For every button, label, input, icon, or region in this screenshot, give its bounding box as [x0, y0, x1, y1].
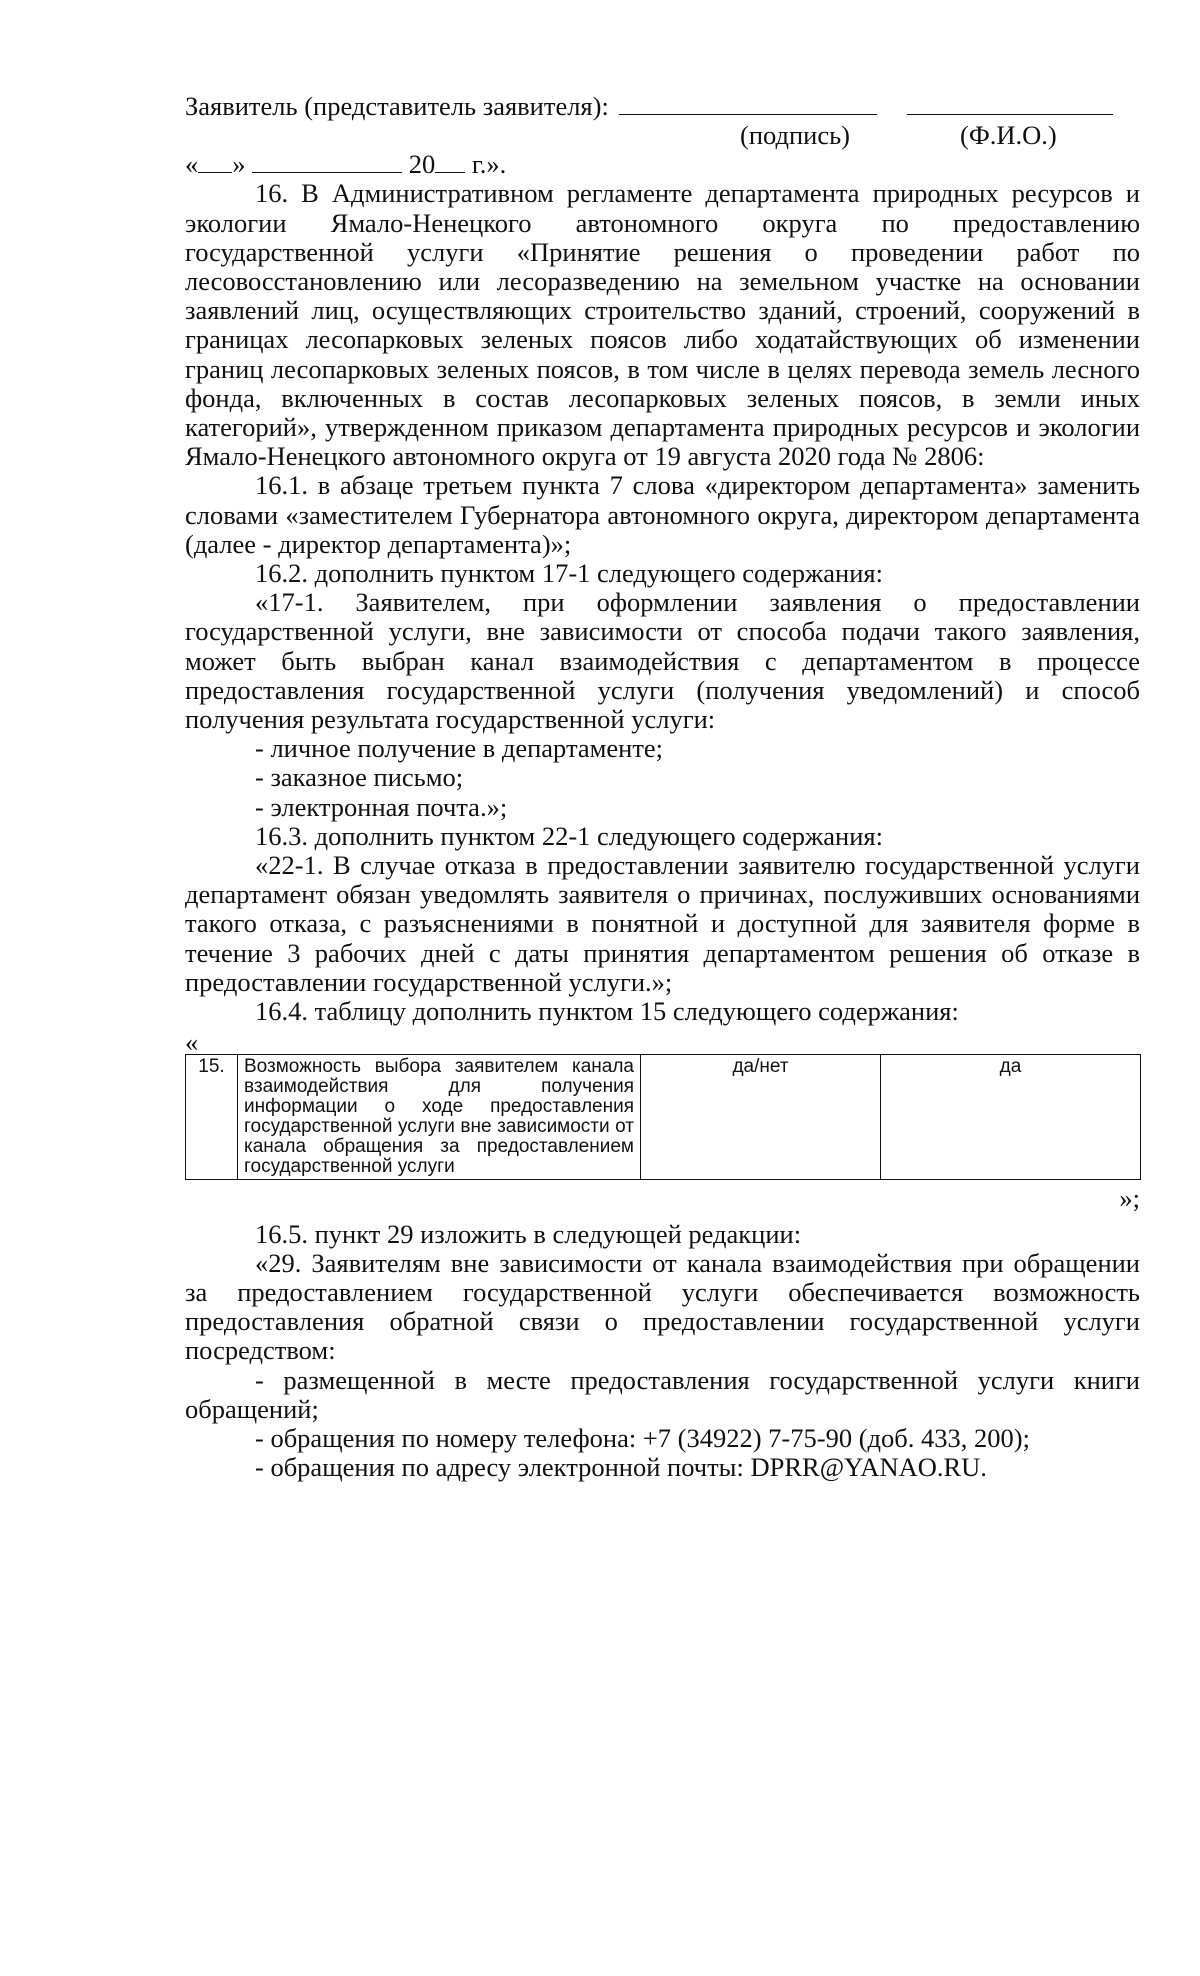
date-line: « » 20 г.».: [185, 149, 507, 180]
list-item: - личное получение в департаменте;: [255, 733, 664, 764]
document-page: [185, 92, 1140, 1482]
table-cell-options: да/нет: [641, 1055, 881, 1180]
signature-label: Заявитель (представитель заявителя):: [185, 91, 609, 121]
paragraph-22-1: «22-1. В случае отказа в предоставлении заявителю государственной услуги департамент обязан уведомлять заявителя о причинах, послуживших основаниями такого отказа, с разъяснениями в понятной и доступной для заявителя форме в течение 3 рабочих дней с даты принятия департаментом решения об отказе в предоставлении государственной услуги.»;: [185, 850, 1140, 997]
paragraph-16-5: 16.5. пункт 29 изложить в следующей редакции:: [255, 1218, 802, 1249]
fio-caption: (Ф.И.О.): [960, 120, 1057, 151]
paragraph-29: «29. Заявителям вне зависимости от канала взаимодействия при обращении за предоставлением государственной услуги обеспечивается возможность предоставления обратной связи о предоставлении государственной услуги посредством:: [185, 1247, 1140, 1366]
signature-captions: [185, 121, 1140, 150]
amendment-table: [185, 1054, 1141, 1180]
paragraph-16-2: 16.2. дополнить пунктом 17-1 следующего содержания:: [255, 558, 883, 589]
paragraph-16-4: 16.4. таблицу дополнить пунктом 15 следующего содержания:: [255, 996, 959, 1027]
paragraph-16-1: 16.1. в абзаце третьем пункта 7 слова «директором департамента» заменить словами «заместителем Губернатора автономного округа, директором департамента (далее - директор департамента)»;: [185, 470, 1140, 559]
table-cell-number: 15.: [186, 1055, 238, 1180]
list-item: - электронная почта.»;: [255, 791, 508, 822]
paragraph-17-1: «17-1. Заявителем, при оформлении заявления о предоставлении государственной услуги, вне зависимости от способа подачи такого заявления, может быть выбран канал взаимодействия с департаментом в процессе предоставления государственной услуги (получения уведомлений) и способ получения результата государственной услуги:: [185, 587, 1140, 735]
signature-caption: (подпись): [740, 120, 851, 151]
table-cell-value: да: [881, 1055, 1141, 1180]
month-blank: [252, 150, 402, 173]
table-cell-description: Возможность выбора заявителем канала взаимодействия для получения информации о ходе предоставления государственной услуги вне зависимости от канала обращения за предоставлением государственной услуги: [238, 1055, 641, 1180]
fio-blank: [907, 92, 1113, 115]
list-item: - размещенной в месте предоставления государственной услуги книги обращений;: [185, 1364, 1140, 1424]
day-blank: [198, 150, 232, 173]
list-item: - обращения по номеру телефона: +7 (34922) 7-75-90 (доб. 433, 200);: [255, 1422, 1030, 1453]
signature-line: [185, 92, 1140, 121]
table-row: [186, 1055, 1141, 1180]
year-blank: [435, 150, 465, 173]
paragraph-16-3: 16.3. дополнить пунктом 22-1 следующего содержания:: [255, 820, 883, 851]
list-item: - обращения по адресу электронной почты: DPRR@YANAO.RU.: [255, 1452, 987, 1483]
paragraph-16: 16. В Административном регламенте департамента природных ресурсов и экологии Ямало-Ненецкого автономного округа по предоставлению государственной услуги «Принятие решения о проведении работ по лесовосстановлению или лесоразведению на земельном участке на основании заявлений лиц, осуществляющих строительство зданий, строений, сооружений в границах лесопарковых зеленых поясов либо ходатайствующих об изменении границ лесопарковых зеленых поясов, в том числе в целях перевода земель лесного фонда, включенных в состав лесопарковых зеленых поясов, в земли иных категорий», утвержденном приказом департамента природных ресурсов и экологии Ямало-Ненецкого автономного округа от 19 августа 2020 года № 2806:: [185, 178, 1140, 472]
list-item: - заказное письмо;: [255, 762, 464, 793]
table-open-quote: «: [185, 1027, 199, 1058]
signature-blank: [619, 92, 877, 115]
table-close-quote: »;: [1119, 1183, 1140, 1214]
